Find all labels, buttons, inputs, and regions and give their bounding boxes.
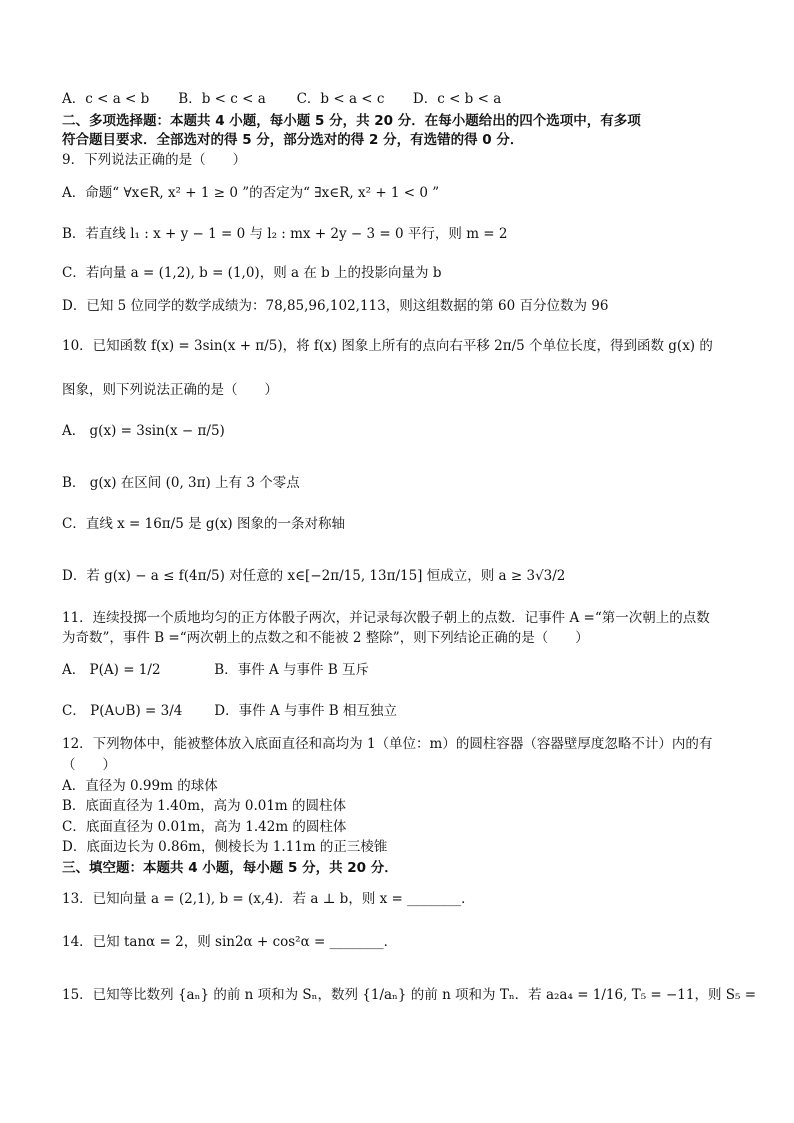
q9-stem: 9．下列说法正确的是（ ） — [62, 152, 247, 168]
q11-stem-line1: 11．连续投掷一个质地均匀的正方体骰子两次，并记录每次骰子朝上的点数．记事件 A =“第一次朝上的点数 — [62, 610, 710, 626]
q9-option-a: A．命题“ ∀x∈R, x² + 1 ≥ 0 ”的否定为“ ∃x∈R, x² + 1 < 0 ” — [62, 185, 440, 201]
section2-header-line2: 符合题目要求．全部选对的得 5 分，部分选对的得 2 分，有选错的得 0 分． — [62, 132, 524, 148]
q8-option-b: B．b < c < a — [178, 91, 266, 107]
q12-stem-line1: 12．下列物体中，能被整体放入底面直径和高均为 1（单位：m）的圆柱容器（容器壁厚度忽略不计）内的有 — [62, 736, 713, 752]
q12-option-a: A．直径为 0.99m 的球体 — [62, 778, 218, 794]
q12-stem-line2: （ ） — [62, 757, 116, 773]
q11-options-row2 — [62, 702, 397, 720]
q12-option-b: B．底面直径为 1.40m，高为 0.01m 的圆柱体 — [62, 798, 347, 814]
q8-option-a: A．c < a < b — [62, 91, 150, 107]
q8-options — [62, 90, 501, 108]
q10-stem-line2: 图象，则下列说法正确的是（ ） — [62, 382, 278, 398]
q15-text: 15．已知等比数列 {aₙ} 的前 n 项和为 Sₙ，数列 {1/aₙ} 的前 n 项和为 Tₙ．若 a₂a₄ = 1/16, T₅ = −11，则 S₅ = — [62, 987, 757, 1003]
q8-option-c: C．b < a < c — [296, 91, 385, 107]
q11-option-c: C． P(A∪B) = 3/4 — [62, 703, 183, 719]
q10-option-b: B． g(x) 在区间 (0, 3π) 上有 3 个零点 — [62, 475, 300, 491]
q10-option-a: A． g(x) = 3sin(x − π/5) — [62, 423, 225, 439]
q12-option-d: D．底面边长为 0.86m，侧棱长为 1.11m 的正三棱锥 — [62, 839, 388, 855]
section3-header: 三、填空题：本题共 4 小题，每小题 5 分，共 20 分． — [62, 860, 398, 876]
q11-stem-line2: 为奇数”，事件 B =“两次朝上的点数之和不能被 2 整除”，则下列结论正确的是（ ） — [62, 630, 589, 646]
q11-options-row1 — [62, 661, 369, 679]
section2-header-line1: 二、多项选择题：本题共 4 小题，每小题 5 分，共 20 分．在每小题给出的四个选项中，有多项 — [62, 113, 641, 129]
q13-text: 13．已知向量 a = (2,1), b = (x,4)．若 a ⊥ b，则 x = ________． — [62, 891, 475, 907]
q10-option-c: C．直线 x = 16π/5 是 g(x) 图象的一条对称轴 — [62, 516, 345, 532]
q9-option-b: B．若直线 l₁ : x + y − 1 = 0 与 l₂ : mx + 2y − 3 = 0 平行，则 m = 2 — [62, 226, 508, 242]
q11-option-d: D．事件 A 与事件 B 相互独立 — [214, 703, 397, 719]
q14-text: 14．已知 tanα = 2，则 sin2α + cos²α = ________． — [62, 934, 398, 950]
q11-option-b: B．事件 A 与事件 B 互斥 — [214, 662, 370, 678]
q11-option-a: A． P(A) = 1/2 — [62, 662, 161, 678]
q10-stem-line1: 10．已知函数 f(x) = 3sin(x + π/5)，将 f(x) 图象上所有的点向右平移 2π/5 个单位长度，得到函数 g(x) 的 — [62, 338, 713, 354]
q12-option-c: C．底面直径为 0.01m，高为 1.42m 的圆柱体 — [62, 819, 347, 835]
q9-option-c: C．若向量 a = (1,2), b = (1,0)，则 a 在 b 上的投影向量为 b — [62, 265, 442, 281]
q8-option-d: D．c < b < a — [412, 91, 502, 107]
q9-option-d: D．已知 5 位同学的数学成绩为：78,85,96,102,113，则这组数据的第 60 百分位数为 96 — [62, 298, 609, 314]
q10-option-d: D．若 g(x) − a ≤ f(4π/5) 对任意的 x∈[−2π/15, 13π/15] 恒成立，则 a ≥ 3√3/2 — [62, 568, 566, 584]
